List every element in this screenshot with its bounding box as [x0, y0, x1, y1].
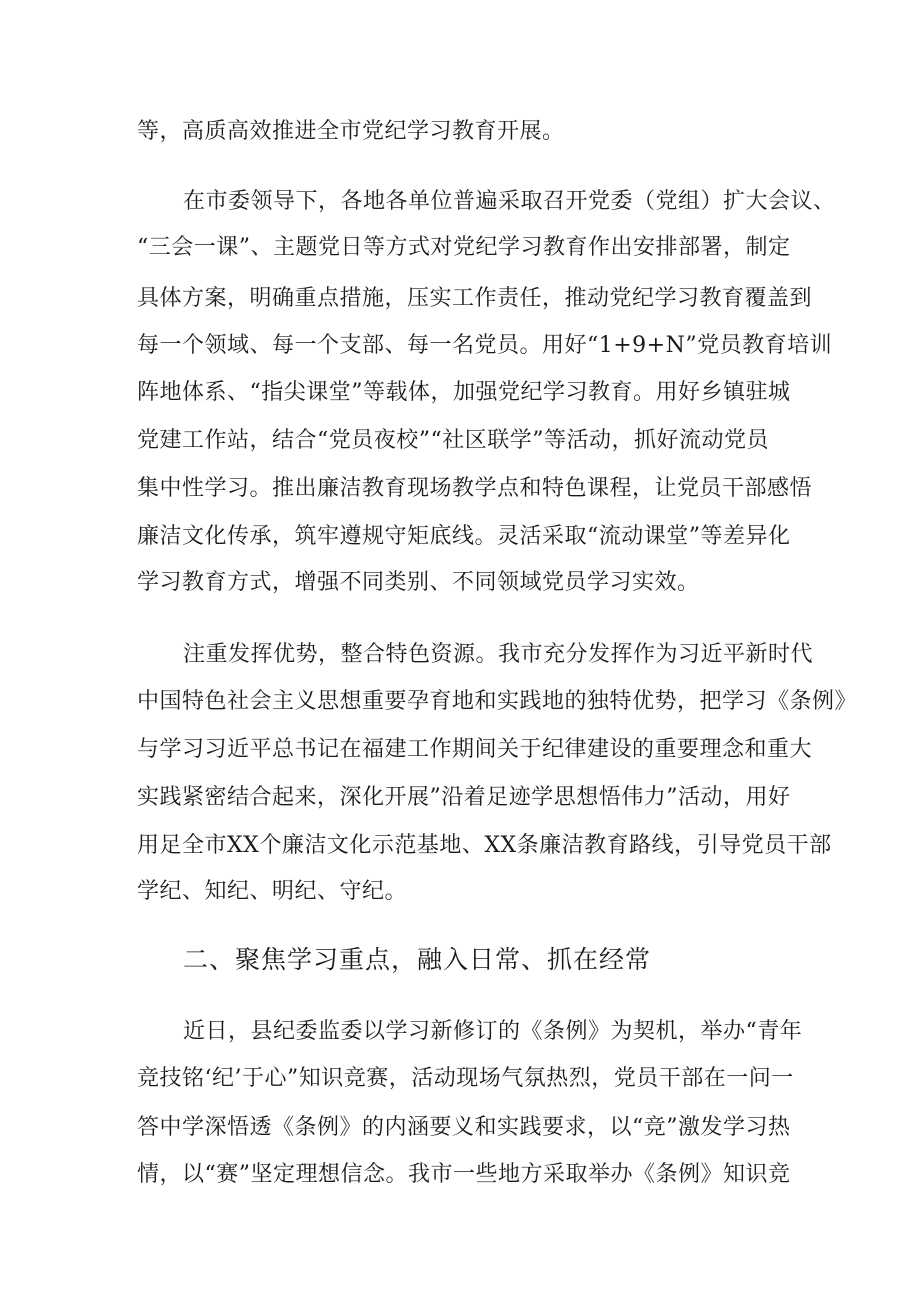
paragraph-1-line: 集中性学习。推出廉洁教育现场教学点和特色课程，让党员干部感悟 — [137, 476, 813, 501]
paragraph-2-line: 与学习习近平总书记在福建工作期间关于纪律建设的重要理念和重大 — [137, 737, 813, 762]
paragraph-2-line: 中国特色社会主义思想重要孕育地和实践地的独特优势，把学习《条例》 — [137, 689, 858, 714]
paragraph-1-line: 每一个领域、每一个支部、每一名党员。用好“1+9+N”党员教育培训 — [137, 333, 833, 358]
paragraph-3-line: 答中学深悟透《条例》的内涵要义和实践要求，以“竞”激发学习热 — [137, 1115, 791, 1140]
paragraph-1-line: “三会一课”、主题党日等方式对党纪学习教育作出安排部署，制定 — [137, 235, 791, 260]
paragraph-3-line: 近日，县纪委监委以学习新修订的《条例》为契机，举办“青年 — [183, 1019, 803, 1044]
paragraph-1-line: 在市委领导下，各地各单位普遍采取召开党委（党组）扩大会议、 — [183, 189, 836, 214]
intro-tail-line: 等，高质高效推进全市党纪学习教育开展。 — [137, 119, 565, 144]
paragraph-3-line: 情，以“赛”坚定理想信念。我市一些地方采取举办《条例》知识竞 — [137, 1162, 791, 1187]
paragraph-1-line: 党建工作站，结合“党员夜校”“社区联学”等活动，抓好流动党员 — [137, 428, 769, 453]
paragraph-2-line: 注重发挥优势，整合特色资源。我市充分发挥作为习近平新时代 — [183, 642, 814, 667]
paragraph-2-line: 用足全市XX个廉洁文化示范基地、XX条廉洁教育路线，引导党员干部 — [137, 833, 832, 858]
section-heading: 二、聚焦学习重点，融入日常、抓在经常 — [183, 945, 652, 974]
paragraph-2-line: 实践紧密结合起来，深化开展”沿着足迹学思想悟伟力”活动，用好 — [137, 785, 791, 810]
paragraph-1-line: 学习教育方式，增强不同类别、不同领域党员学习实效。 — [137, 570, 700, 595]
paragraph-2-line: 学纪、知纪、明纪、守纪。 — [137, 879, 408, 904]
paragraph-1-line: 廉洁文化传承，筑牢遵规守矩底线。灵活采取“流动课堂”等差异化 — [137, 524, 791, 549]
paragraph-1-line: 阵地体系、“指尖课堂”等载体，加强党纪学习教育。用好乡镇驻城 — [137, 380, 791, 405]
paragraph-1-line: 具体方案，明确重点措施，压实工作责任，推动党纪学习教育覆盖到 — [137, 286, 813, 311]
paragraph-3-line: 竞技铭‘纪’于心”知识竞赛，活动现场气氛热烈，党员干部在一问一 — [137, 1066, 794, 1091]
